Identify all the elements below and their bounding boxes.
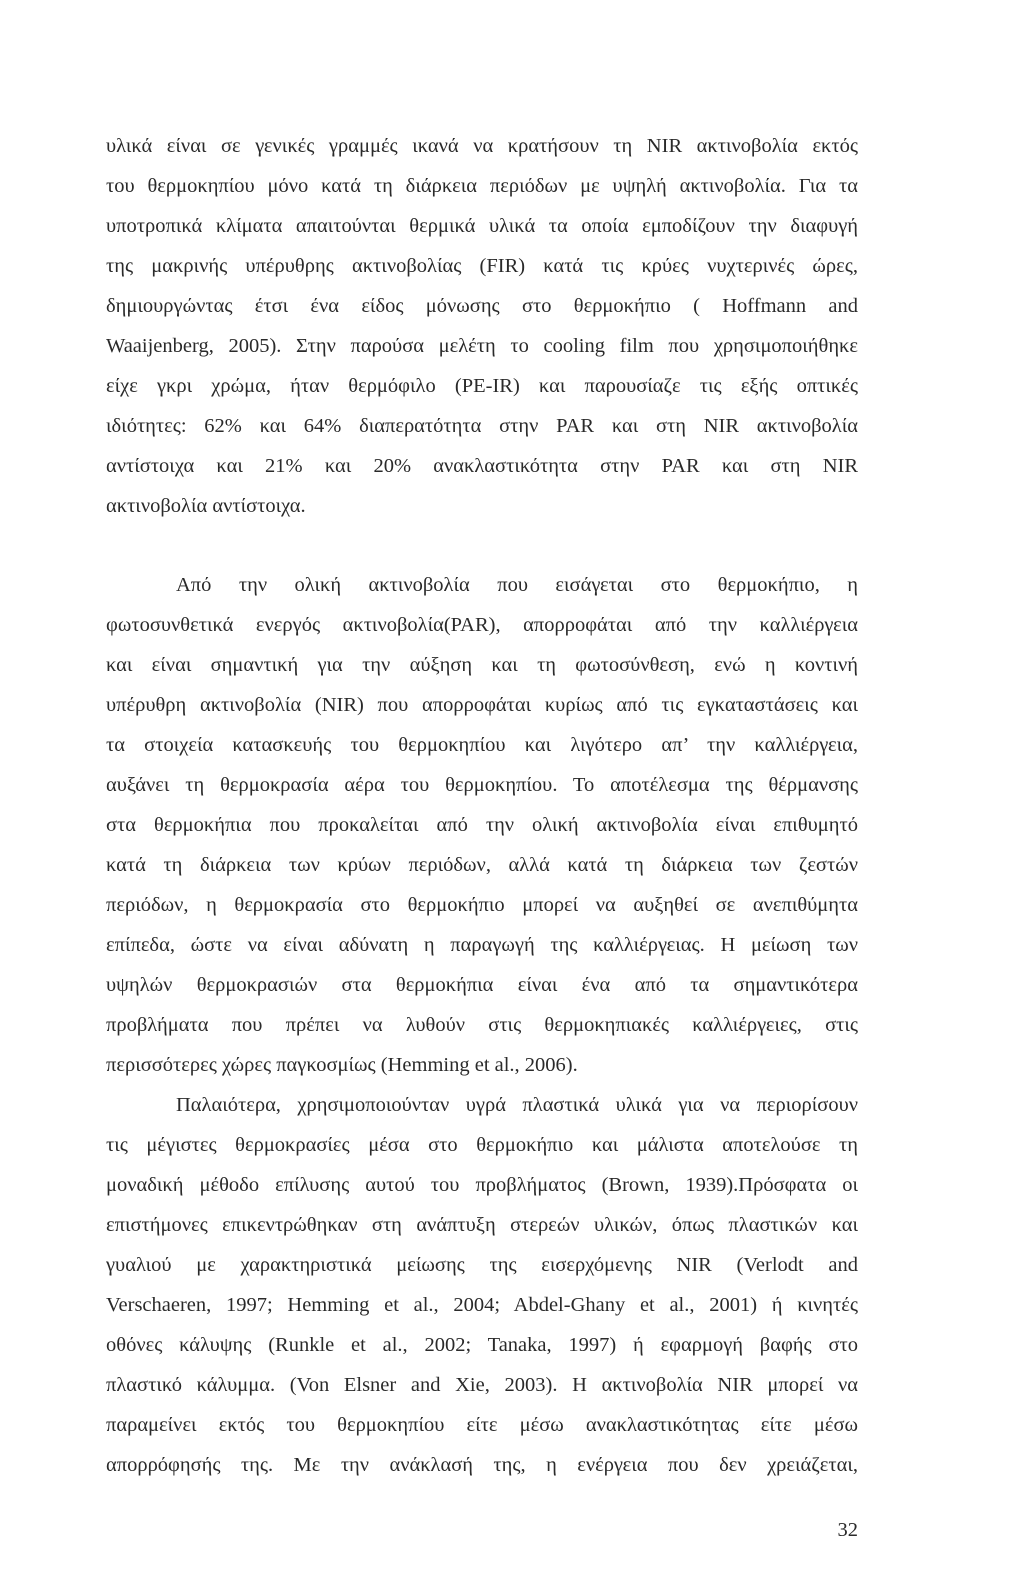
text-line: παραμείνει εκτός του θερμοκηπίου είτε μέσω ανακλαστικότητας είτε μέσω [106, 1414, 858, 1436]
text-line: γυαλιού με χαρακτηριστικά μείωσης της εισερχόμενης NIR (Verlodt and [106, 1254, 858, 1276]
text-line: κατά τη διάρκεια των κρύων περιόδων, αλλά κατά τη διάρκεια των ζεστών [106, 854, 858, 876]
paragraph-1 [106, 126, 858, 526]
text-line: Verschaeren, 1997; Hemming et al., 2004; Abdel-Ghany et al., 2001) ή κινητές [106, 1294, 858, 1316]
text-line: αντίστοιχα και 21% και 20% ανακλαστικότητα στην PAR και στη NIR [106, 455, 858, 477]
text-line: μοναδική μέθοδο επίλυσης αυτού του προβλήματος (Brown, 1939).Πρόσφατα οι [106, 1174, 858, 1196]
text-line: Waaijenberg, 2005). Στην παρούσα μελέτη το cooling film που χρησιμοποιήθηκε [106, 335, 858, 357]
text-line: οθόνες κάλυψης (Runkle et al., 2002; Tanaka, 1997) ή εφαρμογή βαφής στο [106, 1334, 858, 1356]
text-line: δημιουργώντας έτσι ένα είδος μόνωσης στο θερμοκήπιο ( Hoffmann and [106, 295, 858, 317]
text-line: είχε γκρι χρώμα, ήταν θερμόφιλο (PE-IR) και παρουσίαζε τις εξής οπτικές [106, 375, 858, 397]
text-line: Παλαιότερα, χρησιμοποιούνταν υγρά πλαστικά υλικά για να περιορίσουν [176, 1094, 858, 1116]
text-line: υψηλών θερμοκρασιών στα θερμοκήπια είναι ένα από τα σημαντικότερα [106, 974, 858, 996]
text-line: ιδιότητες: 62% και 64% διαπερατότητα στην PAR και στη NIR ακτινοβολία [106, 415, 858, 437]
text-line: επιστήμονες επικεντρώθηκαν στη ανάπτυξη στερεών υλικών, όπως πλαστικών και [106, 1214, 858, 1236]
paragraph-2 [106, 565, 858, 1485]
text-line: επίπεδα, ώστε να είναι αδύνατη η παραγωγή της καλλιέργειας. Η μείωση των [106, 934, 858, 956]
text-line: τις μέγιστες θερμοκρασίες μέσα στο θερμοκήπιο και μάλιστα αποτελούσε τη [106, 1134, 858, 1156]
text-line: προβλήματα που πρέπει να λυθούν στις θερμοκηπιακές καλλιέργειες, στις [106, 1014, 858, 1036]
text-line: και είναι σημαντική για την αύξηση και τη φωτοσύνθεση, ενώ η κοντινή [106, 654, 858, 676]
text-line: της μακρινής υπέρυθρης ακτινοβολίας (FIR) κατά τις κρύες νυχτερινές ώρες, [106, 255, 858, 277]
text-line: υποτροπικά κλίματα απαιτούνται θερμικά υλικά τα οποία εμποδίζουν την διαφυγή [106, 215, 858, 237]
text-line: στα θερμοκήπια που προκαλείται από την ολική ακτινοβολία είναι επιθυμητό [106, 814, 858, 836]
text-line: τα στοιχεία κατασκευής του θερμοκηπίου και λιγότερο απ’ την καλλιέργεια, [106, 734, 858, 756]
text-line: περισσότερες χώρες παγκοσμίως (Hemming et al., 2006). [106, 1054, 578, 1076]
text-line: απορρόφησής της. Με την ανάκλασή της, η ενέργεια που δεν χρειάζεται, [106, 1454, 858, 1476]
text-line: πλαστικό κάλυμμα. (Von Elsner and Xie, 2003). Η ακτινοβολία NIR μπορεί να [106, 1374, 858, 1396]
text-line: του θερμοκηπίου μόνο κατά τη διάρκεια περιόδων με υψηλή ακτινοβολία. Για τα [106, 175, 858, 197]
text-line: περιόδων, η θερμοκρασία στο θερμοκήπιο μπορεί να αυξηθεί σε ανεπιθύμητα [106, 894, 858, 916]
page-number: 32 [837, 1519, 858, 1541]
text-line: υπέρυθρη ακτινοβολία (NIR) που απορροφάται κυρίως από τις εγκαταστάσεις και [106, 694, 858, 716]
text-line: υλικά είναι σε γενικές γραμμές ικανά να κρατήσουν τη NIR ακτινοβολία εκτός [106, 135, 858, 157]
text-line: φωτοσυνθετικά ενεργός ακτινοβολία(PAR), απορροφάται από την καλλιέργεια [106, 614, 858, 636]
text-line: ακτινοβολία αντίστοιχα. [106, 495, 306, 517]
text-line: αυξάνει τη θερμοκρασία αέρα του θερμοκηπίου. Το αποτέλεσμα της θέρμανσης [106, 774, 858, 796]
text-line: Από την ολική ακτινοβολία που εισάγεται στο θερμοκήπιο, η [176, 574, 858, 596]
